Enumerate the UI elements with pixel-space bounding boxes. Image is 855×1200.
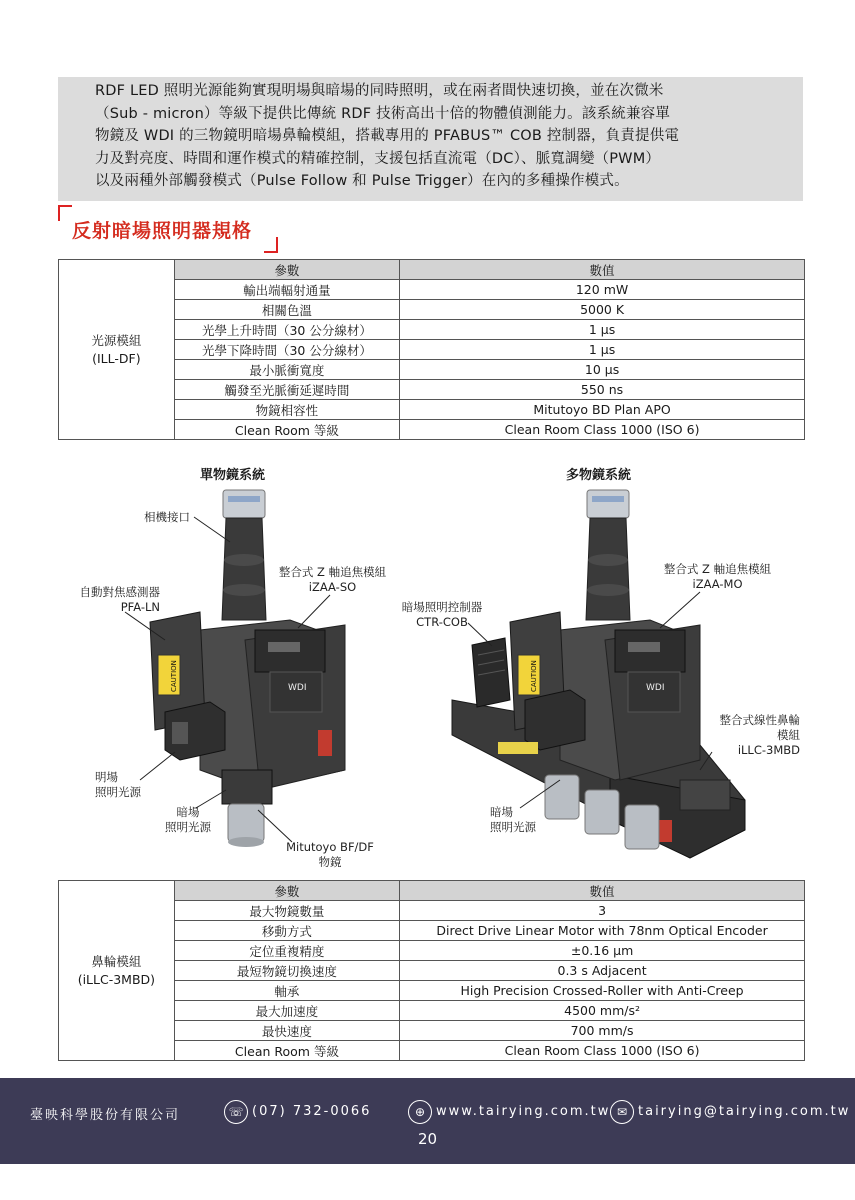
value-cell: ±0.16 μm [400,941,805,961]
callout-line: 整合式 Z 軸追焦模組 [278,565,387,579]
param-cell: 定位重複精度 [174,941,399,961]
tube-ring [223,584,265,596]
callout-z-single [275,565,390,595]
camera-tube [586,518,630,620]
callout-line: CTR-COB [416,615,468,629]
intro-line: 以及兩種外部觸發模式（Pulse Follow 和 Pulse Trigger）在內的多種操作模式。 [95,173,629,190]
leader-line [660,592,700,628]
param-cell: 最大加速度 [174,1001,399,1021]
param-cell: 光學上升時間（30 公分線材） [174,320,399,340]
module-code: (ILL-DF) [92,350,141,366]
camera-adapter-band [592,496,624,502]
param-cell: Clean Room 等級 [174,1041,399,1061]
camera-adapter [587,490,629,518]
callout-line: 照明光源 [165,820,211,834]
objective-lens [228,804,264,842]
value-cell: 10 μs [400,360,805,380]
callout-af-sensor [55,585,160,615]
value-cell: 3 [400,901,805,921]
value-cell: Mitutoyo BD Plan APO [400,400,805,420]
footer [0,1078,855,1164]
callout-nosepiece [690,713,800,758]
email-icon: ✉ [610,1100,634,1124]
param-cell: Clean Room 等級 [174,420,399,440]
value-cell: 120 mW [400,280,805,300]
callout-line: 照明光源 [490,820,536,834]
callout-line: 物鏡 [318,855,342,869]
module-code: (iLLC-3MBD) [77,971,156,987]
value-cell: 550 ns [400,380,805,400]
camera-tube [222,518,266,620]
param-cell: 最快速度 [174,1021,399,1041]
wdi-logo: WDI [646,683,665,693]
callout-line: 暗場 [176,805,200,819]
callout-camera-port: 相機接口 [144,510,190,524]
callout-line: iZAA-SO [308,580,357,594]
param-cell: 相關色溫 [174,300,399,320]
callout-line: 明場 [95,770,118,784]
value-cell: 5000 K [400,300,805,320]
value-cell: High Precision Crossed-Roller with Anti-Creep [400,981,805,1001]
callout-line: 整合式 Z 軸追焦模組 [663,562,772,576]
value-cell: Direct Drive Linear Motor with 78nm Optical Encoder [400,921,805,941]
brightfield-light-housing [525,690,585,750]
callout-line: iZAA-MO [692,577,743,591]
value-cell: 0.3 s Adjacent [400,961,805,981]
phone-icon: ☏ [224,1100,248,1124]
intro-line: 力及對亮度、時間和運作模式的精確控制，支援包括直流電（DC）、脈寬調變（PWM） [95,150,661,167]
callout-line: 照明光源 [95,785,141,799]
warning-stickers [498,742,538,754]
callout-line: PFA-LN [120,600,160,614]
callout-line: 暗場 [490,805,513,819]
param-cell: 最大物鏡數量 [174,901,399,921]
wdi-logo: WDI [288,683,307,693]
company-name: 臺映科學股份有限公司 [30,1108,181,1123]
tube-ring [224,554,264,566]
callout-line: Mitutoyo BF/DF [286,840,374,854]
value-cell: Clean Room Class 1000 (ISO 6) [400,420,805,440]
value-cell: Clean Room Class 1000 (ISO 6) [400,1041,805,1061]
module-name: 光源模組 [91,332,142,348]
param-cell: 最小脈衝寬度 [174,360,399,380]
website-link[interactable]: www.tairying.com.tw [436,1104,611,1119]
param-cell: 移動方式 [174,921,399,941]
objective-tip [228,837,264,847]
callout-line: 模組 [777,728,800,742]
brightfield-connector [172,722,188,744]
red-label [318,730,332,756]
param-cell: 最短物鏡切換速度 [174,961,399,981]
module-name: 鼻輪模組 [91,953,142,969]
callout-controller [392,600,492,630]
header-parameter: 參數 [174,260,399,280]
email-link[interactable]: tairying@tairying.com.tw [638,1104,851,1119]
callout-darkfield-multi [490,805,560,835]
camera-adapter-band [228,496,260,502]
connector [268,642,300,652]
camera-adapter [223,490,265,518]
value-cell: 700 mm/s [400,1021,805,1041]
globe-icon: ⊕ [408,1100,432,1124]
callout-objective [280,840,380,870]
leader-line [298,595,330,628]
callout-line: 暗場照明控制器 [401,600,483,614]
multi-objective-device [452,490,745,858]
callout-line: iLLC-3MBD [737,743,800,757]
callout-line: 整合式線性鼻輪 [719,713,800,727]
nosepiece-spec-table [58,880,805,1061]
leader-line [194,517,230,542]
section-title: 反射暗場照明器規格 [72,220,253,242]
param-cell: 物鏡相容性 [174,400,399,420]
tube-ring [588,554,628,566]
param-cell: 軸承 [174,981,399,1001]
page-number: 20 [417,1130,438,1148]
param-cell: 光學下降時間（30 公分線材） [174,340,399,360]
objective-lens [625,805,659,849]
multi-objective-title: 多物鏡系統 [566,468,632,483]
caution-text: CAUTION [170,660,178,692]
callout-z-multi [660,562,775,592]
callout-line: 自動對焦感測器 [79,585,160,599]
darkfield-ring [222,770,272,804]
module-name-cell [59,881,175,1061]
intro-line: 物鏡及 WDI 的三物鏡明暗場鼻輪模組，搭載專用的 PFABUS™ COB 控制器，負責提供電 [95,128,680,145]
caution-text: CAUTION [530,660,538,692]
connector [628,642,660,652]
header-parameter: 參數 [174,881,399,901]
single-objective-device [150,490,345,847]
header-value: 數值 [400,260,805,280]
phone-number[interactable]: (07) 732-0066 [252,1104,372,1119]
param-cell: 觸發至光脈衝延遲時間 [174,380,399,400]
nosepiece-controller [680,780,730,810]
header-value: 數值 [400,881,805,901]
param-cell: 輸出端輻射通量 [174,280,399,300]
single-objective-title: 單物鏡系統 [200,468,266,483]
table-header-row [59,881,805,901]
callout-darkfield-single [158,805,218,835]
callout-brightfield [95,770,165,800]
tube-ring [587,584,629,596]
value-cell: 1 μs [400,320,805,340]
intro-line: （Sub - micron）等級下提供比傳統 RDF 技術高出十倍的物體偵測能力。該系統兼容單 [95,105,671,122]
value-cell: 4500 mm/s² [400,1001,805,1021]
intro-line: RDF LED 照明光源能夠實現明場與暗場的同時照明，或在兩者間快速切換，並在次微米 [95,83,664,99]
value-cell: 1 μs [400,340,805,360]
objective-lens [585,790,619,834]
